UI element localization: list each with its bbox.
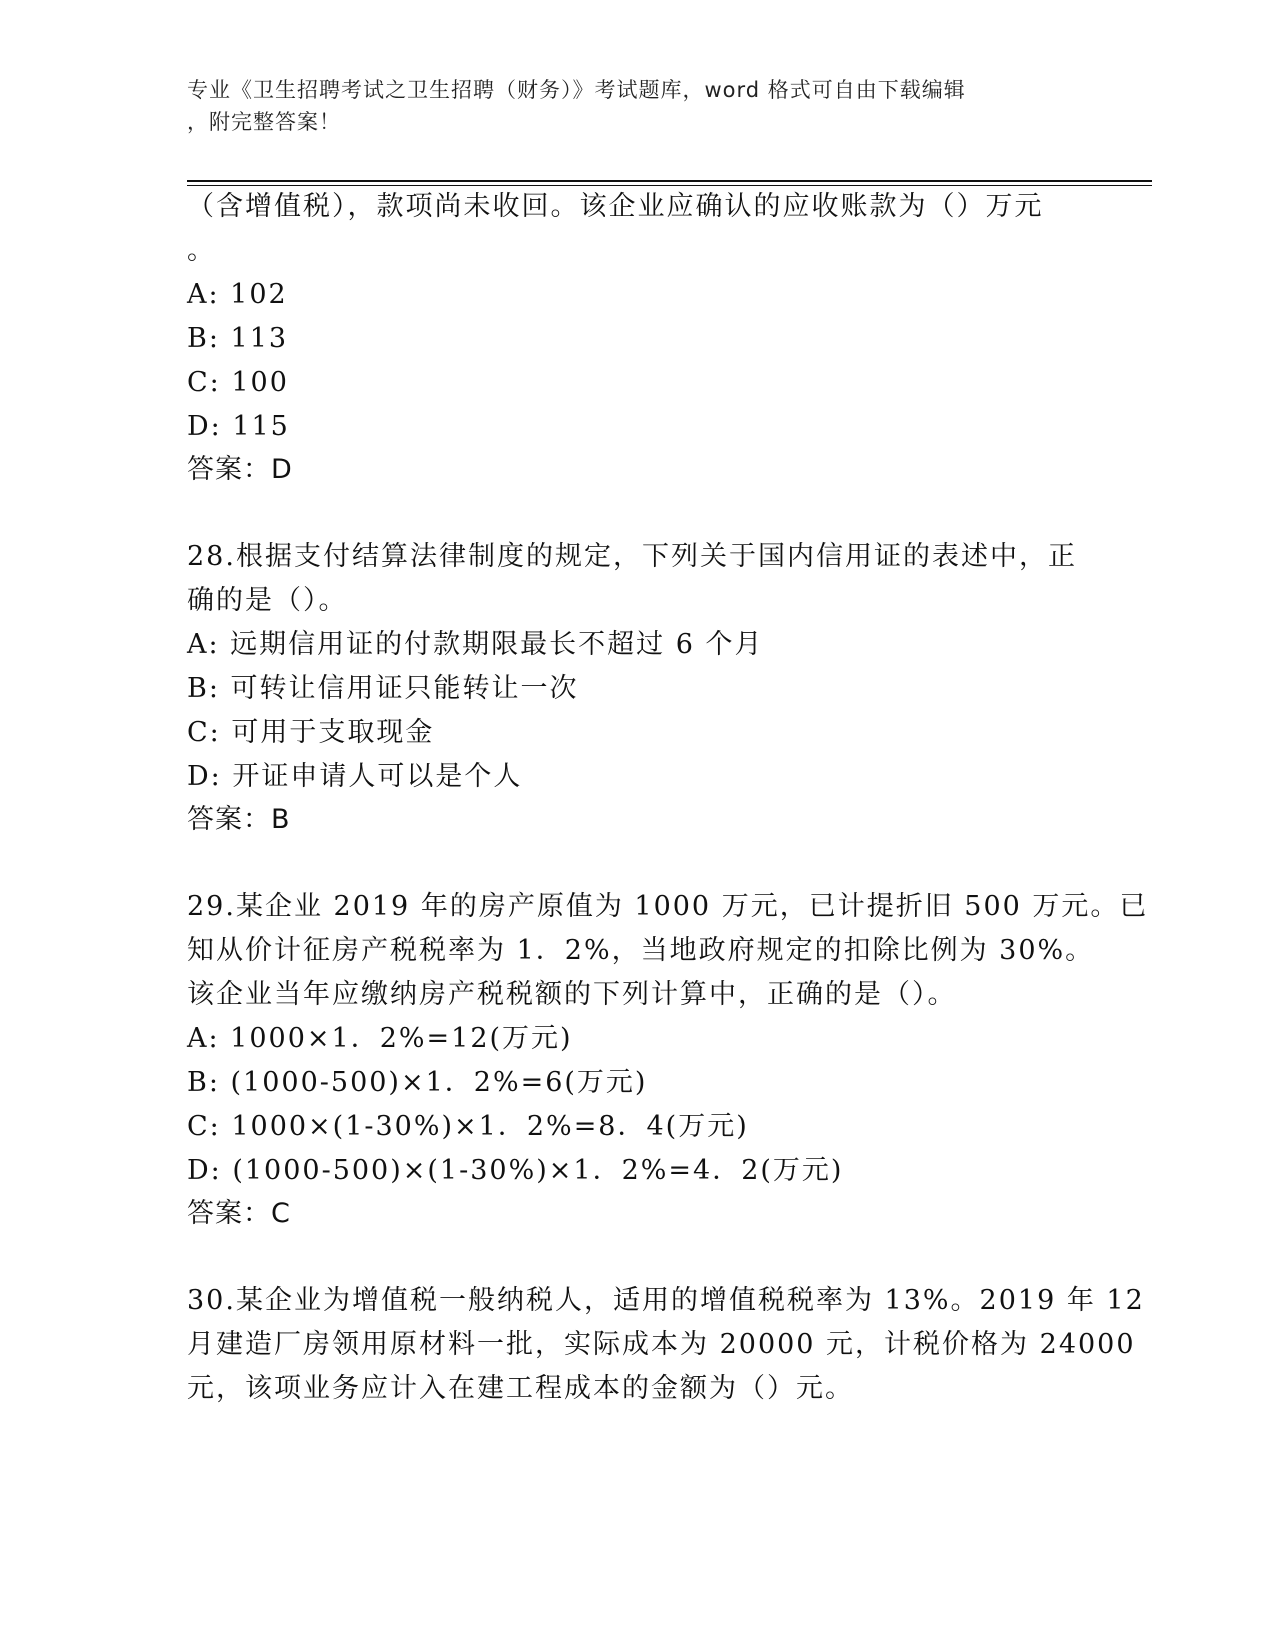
q27-option-c: C: 100	[187, 367, 289, 398]
header-divider-thin	[187, 185, 1152, 186]
q29-stem-line-1: 29.某企业 2019 年的房产原值为 1000 万元，已计提折旧 500 万元。已	[187, 891, 1149, 922]
q29-stem-line-3: 该企业当年应缴纳房产税税额的下列计算中，正确的是（）。	[187, 979, 957, 1010]
q29-option-b: B: (1000-500)×1．2%=6(万元)	[187, 1067, 648, 1098]
document-header	[187, 74, 1067, 138]
q28-option-a: A: 远期信用证的付款期限最长不超过 6 个月	[187, 629, 764, 660]
q29-option-c: C: 1000×(1-30%)×1．2%=8．4(万元)	[187, 1111, 749, 1142]
q28-option-b: B: 可转让信用证只能转让一次	[187, 673, 579, 704]
header-title-line-2: ，附完整答案！	[187, 110, 341, 134]
q29-stem-line-2: 知从价计征房产税税率为 1．2%，当地政府规定的扣除比例为 30%。	[187, 935, 1095, 966]
q28-stem-line-2: 确的是（）。	[187, 585, 348, 616]
q29-answer: 答案：C	[187, 1198, 291, 1229]
q27-stem-line-1: （含增值税），款项尚未收回。该企业应确认的应收账款为（）万元	[187, 191, 1044, 222]
q28-stem-line-1: 28.根据支付结算法律制度的规定，下列关于国内信用证的表述中，正	[187, 541, 1077, 572]
q29-option-a: A: 1000×1．2%=12(万元)	[187, 1023, 573, 1054]
q27-option-b: B: 113	[187, 323, 289, 354]
header-divider-thick	[187, 180, 1152, 182]
q27-option-d: D: 115	[187, 411, 290, 442]
q28-option-d: D: 开证申请人可以是个人	[187, 761, 523, 792]
q29-option-d: D: (1000-500)×(1-30%)×1．2%=4．2(万元)	[187, 1155, 844, 1186]
q27-option-a: A: 102	[187, 279, 288, 310]
q27-stem-line-2: 。	[187, 235, 216, 266]
q27-answer: 答案：D	[187, 454, 293, 485]
q28-option-c: C: 可用于支取现金	[187, 717, 435, 748]
q30-stem-line-1: 30.某企业为增值税一般纳税人，适用的增值税税率为 13%。2019 年 12	[187, 1285, 1145, 1316]
q30-stem-line-2: 月建造厂房领用原材料一批，实际成本为 20000 元，计税价格为 24000	[187, 1329, 1136, 1360]
header-title-line-1: 专业《卫生招聘考试之卫生招聘（财务）》考试题库，word 格式可自由下载编辑	[187, 78, 966, 102]
q28-answer: 答案：B	[187, 804, 291, 835]
q30-stem-line-3: 元，该项业务应计入在建工程成本的金额为（）元。	[187, 1373, 854, 1404]
